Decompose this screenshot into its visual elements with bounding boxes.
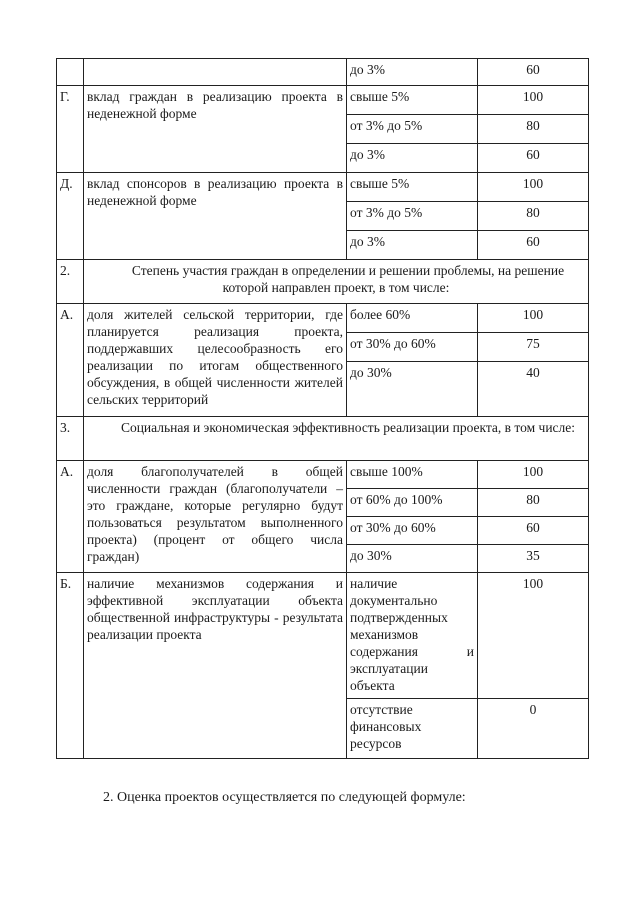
score: 100 [478,573,589,699]
score: 100 [478,304,589,333]
value-range: наличие документально подтвержденных механизмов содержания и эксплуатации объекта [347,573,478,699]
section-heading [84,417,589,461]
value-range: свыше 100% [347,461,478,489]
criteria-table [56,58,589,759]
score: 60 [478,517,589,545]
value-range: свыше 5% [347,86,478,115]
section-row [57,260,589,304]
score: 60 [478,59,589,86]
value-range: до 30% [347,362,478,417]
row-number: А. [57,461,84,573]
value-range: более 60% [347,304,478,333]
section-row [57,417,589,461]
value-range: до 3% [347,144,478,173]
score: 80 [478,489,589,517]
section-heading [84,260,589,304]
score: 80 [478,202,589,231]
value-range: отсутствие финансовых ресурсов [347,699,478,759]
row-number: А. [57,304,84,417]
score: 80 [478,115,589,144]
criterion-description: доля благополучателей в общей численности граждан (благополучатели – это граждане, которые регулярно будут пользоваться результатом выполненного проекта) (процент от общего числа граждан) [84,461,347,573]
table-row [57,59,589,86]
score: 40 [478,362,589,417]
section-number: 2. [57,260,84,304]
row-number: Д. [57,173,84,260]
table-row [57,86,589,115]
table-row [57,573,589,699]
row-number: Г. [57,86,84,173]
value-range: от 60% до 100% [347,489,478,517]
criterion-description: доля жителей сельской территории, где планируется реализация проекта, поддержавших целесообразность его реализации по итогам общественного обсуждения, в общей численности жителей сельских территорий [84,304,347,417]
value-range: от 3% до 5% [347,202,478,231]
criterion-description: вклад граждан в реализацию проекта в неденежной форме [84,86,347,173]
value-range: от 30% до 60% [347,333,478,362]
value-range: от 30% до 60% [347,517,478,545]
score: 75 [478,333,589,362]
table-row [57,173,589,202]
formula-note: 2. Оценка проектов осуществляется по следующей формуле: [103,790,466,805]
row-number [57,59,84,86]
score: 100 [478,86,589,115]
criterion-description: вклад спонсоров в реализацию проекта в неденежной форме [84,173,347,260]
table-row [57,304,589,333]
score: 60 [478,144,589,173]
section-heading-text: Социальная и экономическая эффективность реализации проекта, в том числе: [120,420,576,435]
section-number: 3. [57,417,84,461]
score: 100 [478,461,589,489]
value-range: до 3% [347,231,478,260]
criterion-description: наличие механизмов содержания и эффективной эксплуатации объекта общественной инфраструктуры - результата реализации проекта [84,573,347,759]
value-range: от 3% до 5% [347,115,478,144]
score: 100 [478,173,589,202]
value-range: до 30% [347,545,478,573]
table-row [57,461,589,489]
score: 0 [478,699,589,759]
value-range: свыше 5% [347,173,478,202]
score: 60 [478,231,589,260]
value-range: до 3% [347,59,478,86]
row-number: Б. [57,573,84,759]
score: 35 [478,545,589,573]
section-heading-text: Степень участия граждан в определении и решении проблемы, на решение которой направлен проект, в том числе: [131,263,565,295]
criterion-description [84,59,347,86]
